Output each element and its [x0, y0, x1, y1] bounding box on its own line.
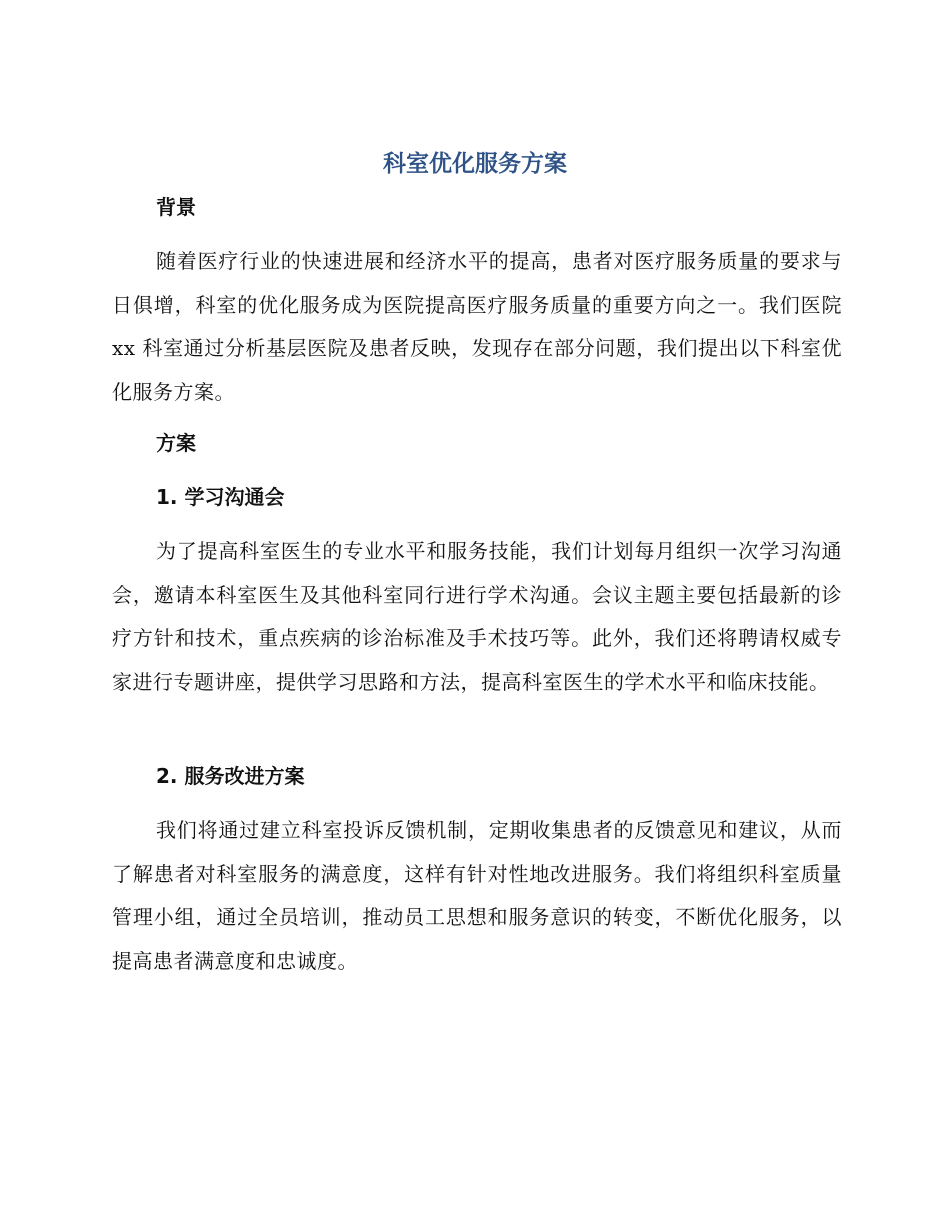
document-title: 科室优化服务方案 — [383, 151, 567, 177]
section-heading-background: 背景 — [156, 195, 196, 219]
section-heading-study-meeting: 1. 学习沟通会 — [156, 485, 285, 509]
section-heading-service-improvement: 2. 服务改进方案 — [156, 764, 305, 788]
section-paragraph-service-improvement: 我们将通过建立科室投诉反馈机制，定期收集患者的反馈意见和建议，从而了解患者对科室服务的满意度，这样有针对性地改进服务。我们将组织科室质量管理小组，通过全员培训，推动员工思想和服务意识的转变，不断优化服务，以提高患者满意度和忠诚度。 — [112, 818, 842, 973]
section-paragraph-background: 随着医疗行业的快速进展和经济水平的提高，患者对医疗服务质量的要求与日俱增，科室的优化服务成为医院提高医疗服务质量的重要方向之一。我们医院 xx 科室通过分析基层医院及患者反映，发现存在部分问题，我们提出以下科室优化服务方案。 — [112, 249, 842, 404]
section-heading-plan: 方案 — [156, 431, 196, 455]
section-paragraph-study-meeting: 为了提高科室医生的专业水平和服务技能，我们计划每月组织一次学习沟通会，邀请本科室医生及其他科室同行进行学术沟通。会议主题主要包括最新的诊疗方针和技术，重点疾病的诊治标准及手术技巧等。此外，我们还将聘请权威专家进行专题讲座，提供学习思路和方法，提高科室医生的学术水平和临床技能。 — [112, 539, 842, 694]
